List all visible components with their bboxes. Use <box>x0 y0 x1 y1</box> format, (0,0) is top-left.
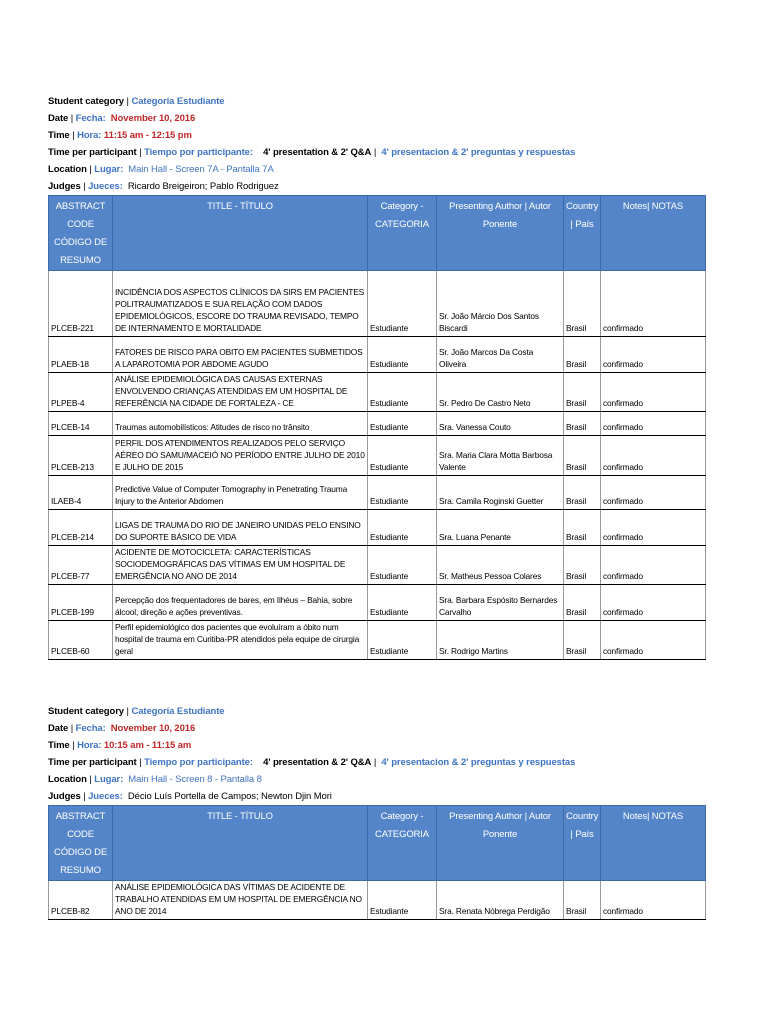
cell-code: PLAEB-18 <box>49 337 113 373</box>
cell-category: Estudiante <box>368 271 437 337</box>
time-per-participant-line: Time per participant | Tiempo por participante: 4' presentation & 2' Q&A | 4' presentacion & 2' preguntas y respuestas <box>48 757 576 768</box>
cell-author: Sra. Vanessa Couto <box>437 412 564 436</box>
cell-notes: confirmado <box>601 436 706 476</box>
judges-line: Judges | Jueces: Ricardo Breigeiron; Pablo Rodriguez <box>48 181 279 192</box>
cell-notes: confirmado <box>601 373 706 412</box>
table-header-row <box>49 196 706 271</box>
header-title: TITLE - TÍTULO <box>113 806 368 881</box>
cell-author: Sr. Rodrigo Martins <box>437 621 564 660</box>
cell-notes: confirmado <box>601 621 706 660</box>
cell-country: Brasil <box>564 585 601 621</box>
cell-country: Brasil <box>564 412 601 436</box>
table-row <box>49 585 706 621</box>
session-block-1 <box>48 93 708 660</box>
cell-code: PLCEB-221 <box>49 271 113 337</box>
cell-country: Brasil <box>564 881 601 920</box>
cell-category: Estudiante <box>368 412 437 436</box>
cell-notes: confirmado <box>601 476 706 510</box>
cell-category: Estudiante <box>368 476 437 510</box>
cell-country: Brasil <box>564 337 601 373</box>
cell-title: PERFIL DOS ATENDIMENTOS REALIZADOS PELO SERVIÇO AÉREO DO SAMU/MACEIÓ NO PERÍODO ENTRE JULHO DE 2010 E JULHO DE 2015 <box>113 436 368 476</box>
cell-code: PLCEB-213 <box>49 436 113 476</box>
time-line: Time | Hora: 11:15 am - 12:15 pm <box>48 130 192 141</box>
header-abstract-code: ABSTRACT CODE CÓDIGO DE RESUMO <box>49 806 113 881</box>
cell-author: Sra. Renata Nóbrega Perdigão <box>437 881 564 920</box>
cell-country: Brasil <box>564 510 601 546</box>
header-presenting-author: Presenting Author | Autor Ponente <box>437 196 564 271</box>
cell-category: Estudiante <box>368 546 437 585</box>
cell-title: Percepção dos frequentadores de bares, em Ilhéus – Bahia, sobre álcool, direção e ações preventivas. <box>113 585 368 621</box>
cell-code: PLCEB-60 <box>49 621 113 660</box>
date-line: Date | Fecha: November 10, 2016 <box>48 723 196 734</box>
header-notes: Notes| NOTAS <box>601 196 706 271</box>
cell-author: Sra. Camila Roginski Guetter <box>437 476 564 510</box>
cell-author: Sr. João Márcio Dos Santos Biscardi <box>437 271 564 337</box>
cell-country: Brasil <box>564 271 601 337</box>
cell-notes: confirmado <box>601 546 706 585</box>
cell-notes: confirmado <box>601 337 706 373</box>
time-line: Time | Hora: 10:15 am - 11:15 am <box>48 740 192 751</box>
table-row <box>49 546 706 585</box>
time-per-participant-line: Time per participant | Tiempo por participante: 4' presentation & 2' Q&A | 4' presentacion & 2' preguntas y respuestas <box>48 147 576 158</box>
cell-author: Sr. João Marcos Da Costa Oliveira <box>437 337 564 373</box>
cell-category: Estudiante <box>368 585 437 621</box>
cell-code: PLCEB-82 <box>49 881 113 920</box>
cell-country: Brasil <box>564 621 601 660</box>
cell-category: Estudiante <box>368 337 437 373</box>
date-line: Date | Fecha: November 10, 2016 <box>48 113 196 124</box>
table-row <box>49 271 706 337</box>
cell-category: Estudiante <box>368 373 437 412</box>
cell-title: FATORES DE RISCO PARA OBITO EM PACIENTES SUBMETIDOS A LAPAROTOMIA POR ABDOME AGUDO <box>113 337 368 373</box>
student-category-line: Student category | Categoría Estudiante <box>48 96 225 107</box>
cell-title: LIGAS DE TRAUMA DO RIO DE JANEIRO UNIDAS PELO ENSINO DO SUPORTE BÁSICO DE VIDA <box>113 510 368 546</box>
cell-author: Sr. Matheus Pessoa Colares <box>437 546 564 585</box>
cell-category: Estudiante <box>368 436 437 476</box>
cell-notes: confirmado <box>601 271 706 337</box>
schedule-table <box>48 805 706 920</box>
table-row <box>49 337 706 373</box>
cell-title: ACIDENTE DE MOTOCICLETA: CARACTERÍSTICAS SOCIODEMOGRÁFICAS DAS VÍTIMAS EM UM HOSPITAL DE EMERGÊNCIA NO ANO DE 2014 <box>113 546 368 585</box>
cell-country: Brasil <box>564 373 601 412</box>
header-title: TITLE - TÍTULO <box>113 196 368 271</box>
header-country: Country | País <box>564 806 601 881</box>
table-header-row <box>49 806 706 881</box>
cell-country: Brasil <box>564 476 601 510</box>
cell-country: Brasil <box>564 436 601 476</box>
location-line: Location | Lugar: Main Hall - Screen 8 - Pantalla 8 <box>48 774 262 785</box>
cell-author: Sra. Luana Penante <box>437 510 564 546</box>
table-row <box>49 476 706 510</box>
header-notes: Notes| NOTAS <box>601 806 706 881</box>
cell-country: Brasil <box>564 546 601 585</box>
cell-category: Estudiante <box>368 881 437 920</box>
table-row <box>49 621 706 660</box>
table-row <box>49 373 706 412</box>
table-row <box>49 510 706 546</box>
judges-line: Judges | Jueces: Décio Luís Portella de Campos; Newton Djin Mori <box>48 791 332 802</box>
cell-title: Perfil epidemiológico dos pacientes que evoluíram a óbito num hospital de trauma em Curitiba-PR atendidos pela equipe de cirurgia geral <box>113 621 368 660</box>
cell-notes: confirmado <box>601 585 706 621</box>
cell-notes: confirmado <box>601 412 706 436</box>
cell-title: Traumas automobilísticos: Atitudes de risco no trânsito <box>113 412 368 436</box>
cell-code: PLCEB-199 <box>49 585 113 621</box>
header-category: Category - CATEGORIA <box>368 196 437 271</box>
cell-code: ILAEB-4 <box>49 476 113 510</box>
cell-author: Sr. Pedro De Castro Neto <box>437 373 564 412</box>
location-line: Location | Lugar: Main Hall - Screen 7A - Pantalla 7A <box>48 164 274 175</box>
cell-title: ANÁLISE EPIDEMIOLÓGICA DAS VÍTIMAS DE ACIDENTE DE TRABALHO ATENDIDAS EM UM HOSPITAL DE EMERGÊNCIA NO ANO DE 2014 <box>113 881 368 920</box>
header-presenting-author: Presenting Author | Autor Ponente <box>437 806 564 881</box>
cell-code: PLCEB-214 <box>49 510 113 546</box>
cell-notes: confirmado <box>601 510 706 546</box>
cell-notes: confirmado <box>601 881 706 920</box>
cell-title: Predictive Value of Computer Tomography in Penetrating Trauma Injury to the Anterior Abdomen <box>113 476 368 510</box>
header-category: Category - CATEGORIA <box>368 806 437 881</box>
cell-code: PLCEB-77 <box>49 546 113 585</box>
cell-title: ANÁLISE EPIDEMIOLÓGICA DAS CAUSAS EXTERNAS ENVOLVENDO CRIANÇAS ATENDIDAS EM UM HOSPITAL DE REFERÊNCIA NA CIDADE DE FORTALEZA - CE <box>113 373 368 412</box>
cell-title: INCIDÊNCIA DOS ASPECTOS CLÍNICOS DA SIRS EM PACIENTES POLITRAUMATIZADOS E SUA RELAÇÃO COM DADOS EPIDEMIOLÓGICOS, ESCORE DO TRAUMA REVISADO, TEMPO DE INTERNAMENTO E MORTALIDADE <box>113 271 368 337</box>
header-country: Country | País <box>564 196 601 271</box>
cell-code: PLPEB-4 <box>49 373 113 412</box>
schedule-table <box>48 195 706 660</box>
session-block-2 <box>48 703 708 920</box>
cell-category: Estudiante <box>368 621 437 660</box>
table-row <box>49 412 706 436</box>
header-abstract-code: ABSTRACT CODE CÓDIGO DE RESUMO <box>49 196 113 271</box>
student-category-line: Student category | Categoría Estudiante <box>48 706 225 717</box>
cell-code: PLCEB-14 <box>49 412 113 436</box>
cell-author: Sra. Barbara Espósito Bernardes Carvalho <box>437 585 564 621</box>
cell-author: Sra. Maria Clara Motta Barbosa Valente <box>437 436 564 476</box>
table-row <box>49 436 706 476</box>
table-row <box>49 881 706 920</box>
cell-category: Estudiante <box>368 510 437 546</box>
